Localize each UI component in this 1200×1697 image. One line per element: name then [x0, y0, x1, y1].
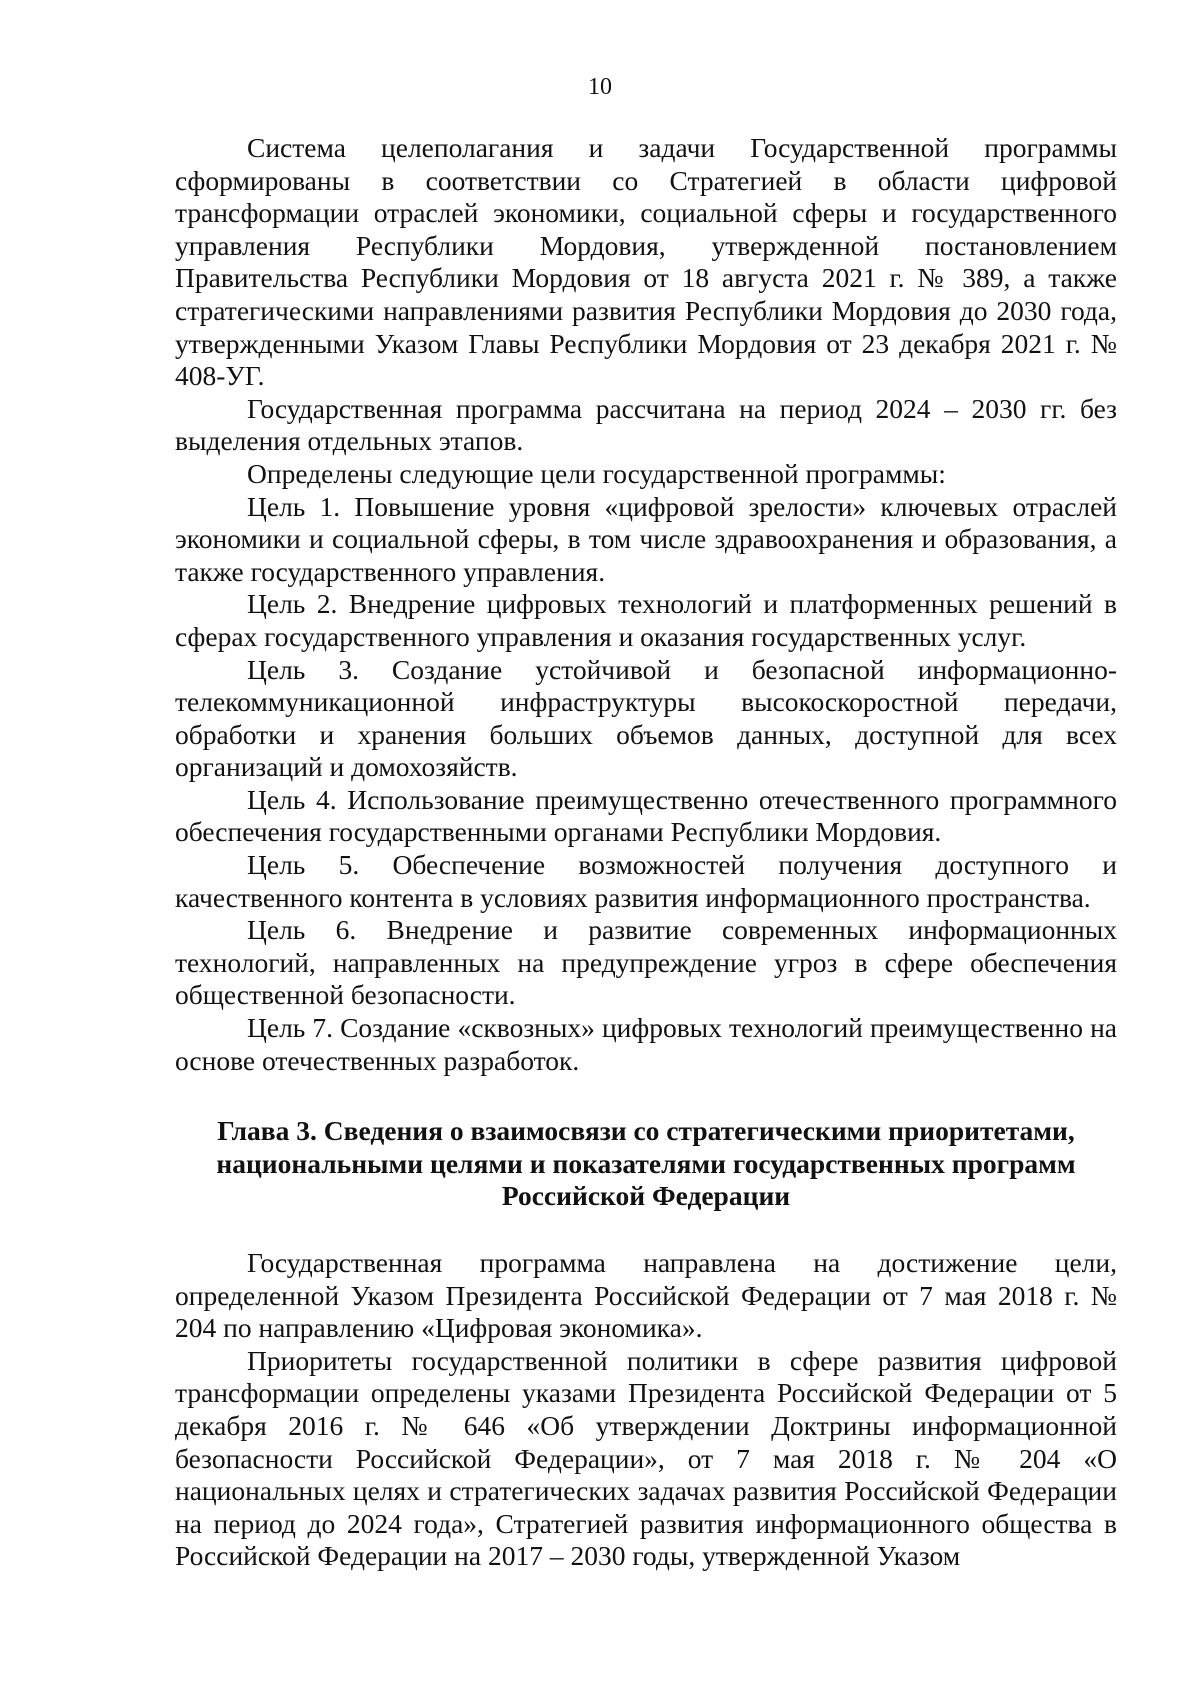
paragraph-program-aim: Государственная программа направлена на достижение цели, определенной Указом Президента Российской Федерации от 7 мая 2018 г. № 204 по направлению «Цифровая экономика». [175, 1247, 1117, 1344]
chapter-3-heading [175, 1115, 1117, 1213]
paragraph-policy-priorities: Приоритеты государственной политики в сфере развития цифровой трансформации определены указами Президента Российской Федерации от 5 декабря 2016 г. № 646 «Об утверждении Доктрины информационной безопасности Российской Федерации», от 7 мая 2018 г. № 204 «О национальных целях и стратегических задачах развития Российской Федерации на период до 2024 года», Стратегией развития информационного общества в Российской Федерации на 2017 – 2030 годы, утвержденной Указом [175, 1344, 1117, 1572]
paragraph-program-period: Государственная программа рассчитана на период 2024 – 2030 гг. без выделения отдельных этапов. [175, 392, 1117, 457]
paragraph-goal-6: Цель 6. Внедрение и развитие современных информационных технологий, направленных на предупреждение угроз в сфере обеспечения общественной безопасности. [175, 914, 1117, 1011]
paragraph-goal-4: Цель 4. Использование преимущественно отечественного программного обеспечения государственными органами Республики Мордовия. [175, 783, 1117, 848]
document-body [175, 132, 1117, 1573]
heading-line: Российской Федерации [501, 1180, 791, 1212]
heading-line: национальными целями и показателями государственных программ [216, 1147, 1076, 1179]
paragraph-goals-intro: Определены следующие цели государственной программы: [247, 457, 946, 489]
paragraph-goal-2: Цель 2. Внедрение цифровых технологий и платформенных решений в сферах государственного управления и оказания государственных услуг. [175, 588, 1117, 652]
paragraph-goal-5: Цель 5. Обеспечение возможностей получения доступного и качественного контента в условиях развития информационного пространства. [175, 849, 1117, 913]
heading-line: Глава 3. Сведения о взаимосвязи со стратегическими приоритетами, [217, 1115, 1075, 1147]
paragraph-goal-3: Цель 3. Создание устойчивой и безопасной информационно-телекоммуникационной инфраструктуры высокоскоростной передачи, обработки и хранения больших объемов данных, доступной для всех организаций и домохозяйств. [175, 653, 1117, 783]
page-number: 10 [588, 74, 612, 100]
paragraph-goal-setting: Система целеполагания и задачи Государственной программы сформированы в соответствии со Стратегией в области цифровой трансформации отраслей экономики, социальной сферы и государственного управления Республики Мордовия, утвержденной постановлением Правительства Республики Мордовия от 18 августа 2021 г. № 389, а также стратегическими направлениями развития Республики Мордовия до 2030 года, утвержденными Указом Главы Республики Мордовия от 23 декабря 2021 г. № 408-УГ. [175, 132, 1117, 392]
paragraph-goal-1: Цель 1. Повышение уровня «цифровой зрелости» ключевых отраслей экономики и социальной сферы, в том числе здравоохранения и образования, а также государственного управления. [175, 490, 1117, 587]
paragraph-goal-7: Цель 7. Создание «сквозных» цифровых технологий преимущественно на основе отечественных разработок. [175, 1012, 1117, 1076]
